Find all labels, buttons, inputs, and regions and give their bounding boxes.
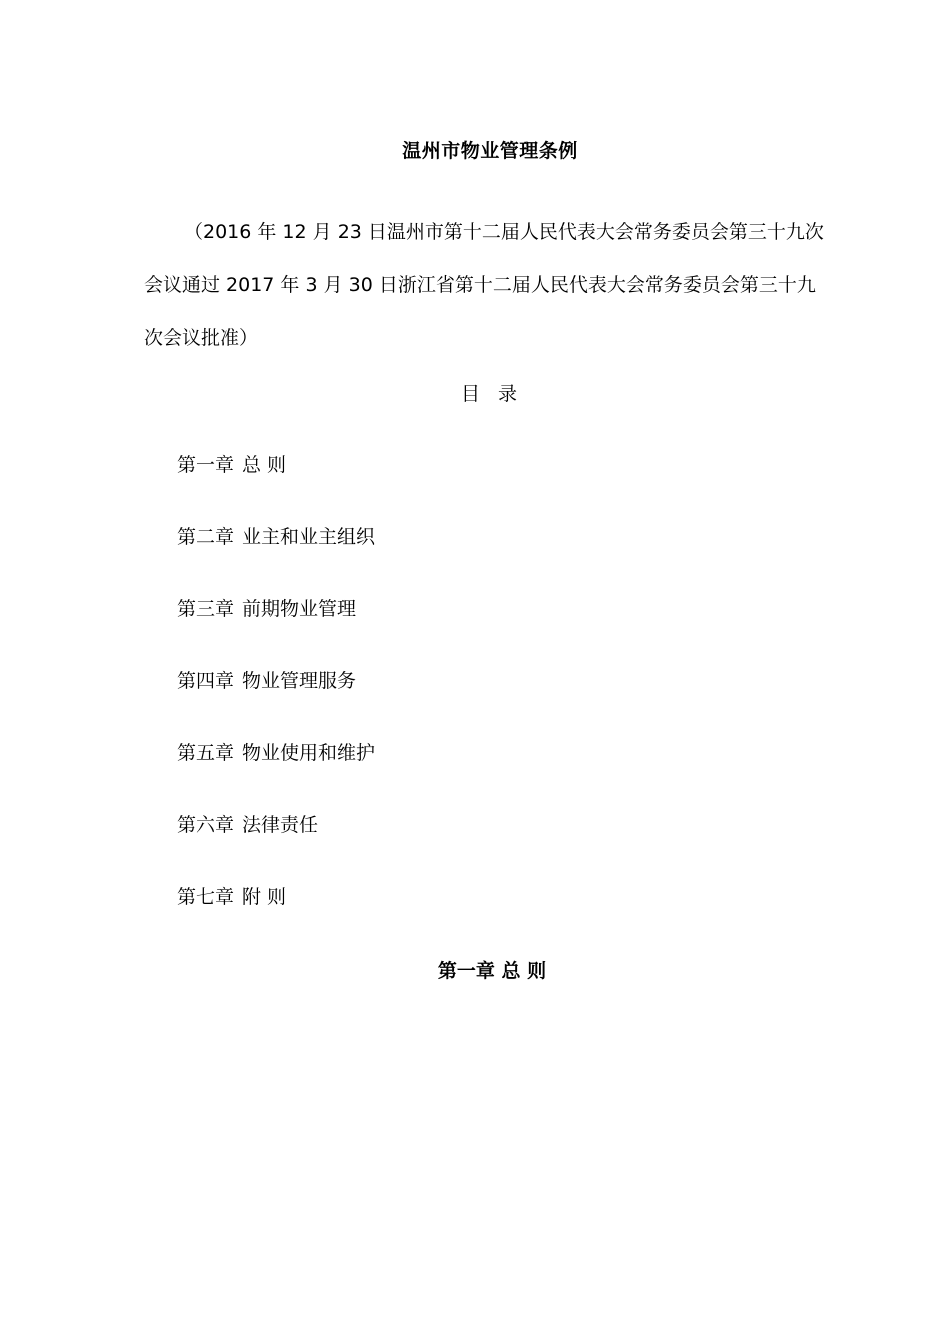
toc-item-number: 第四章 <box>177 670 235 692</box>
toc-item <box>177 452 375 524</box>
table-of-contents <box>177 452 375 956</box>
toc-item-title: 物业管理服务 <box>242 670 357 692</box>
toc-item-title: 附 则 <box>242 886 287 908</box>
preamble-line: （2016 年 12 月 23 日温州市第十二届人民代表大会常务委员会第三十九次 <box>184 221 824 243</box>
preamble <box>144 206 824 365</box>
toc-item-number: 第二章 <box>177 526 235 548</box>
toc-item-title: 前期物业管理 <box>242 598 357 620</box>
preamble-line: 次会议批准） <box>144 327 259 349</box>
toc-item-title: 法律责任 <box>242 814 319 836</box>
toc-item-number: 第一章 <box>177 454 235 476</box>
toc-item-number: 第七章 <box>177 886 235 908</box>
chapter-heading: 第一章 总 则 <box>437 960 547 982</box>
toc-item <box>177 668 375 740</box>
toc-item <box>177 596 375 668</box>
toc-item <box>177 884 375 956</box>
toc-item-number: 第六章 <box>177 814 235 836</box>
document-title: 温州市物业管理条例 <box>402 140 578 162</box>
toc-title: 目 录 <box>460 383 524 405</box>
preamble-line: 会议通过 2017 年 3 月 30 日浙江省第十二届人民代表大会常务委员会第三十九 <box>144 274 816 296</box>
toc-item-title: 物业使用和维护 <box>242 742 376 764</box>
toc-item <box>177 524 375 596</box>
toc-item-number: 第五章 <box>177 742 235 764</box>
toc-item <box>177 812 375 884</box>
toc-item-number: 第三章 <box>177 598 235 620</box>
toc-item-title: 总 则 <box>242 454 287 476</box>
toc-item <box>177 740 375 812</box>
toc-item-title: 业主和业主组织 <box>242 526 376 548</box>
